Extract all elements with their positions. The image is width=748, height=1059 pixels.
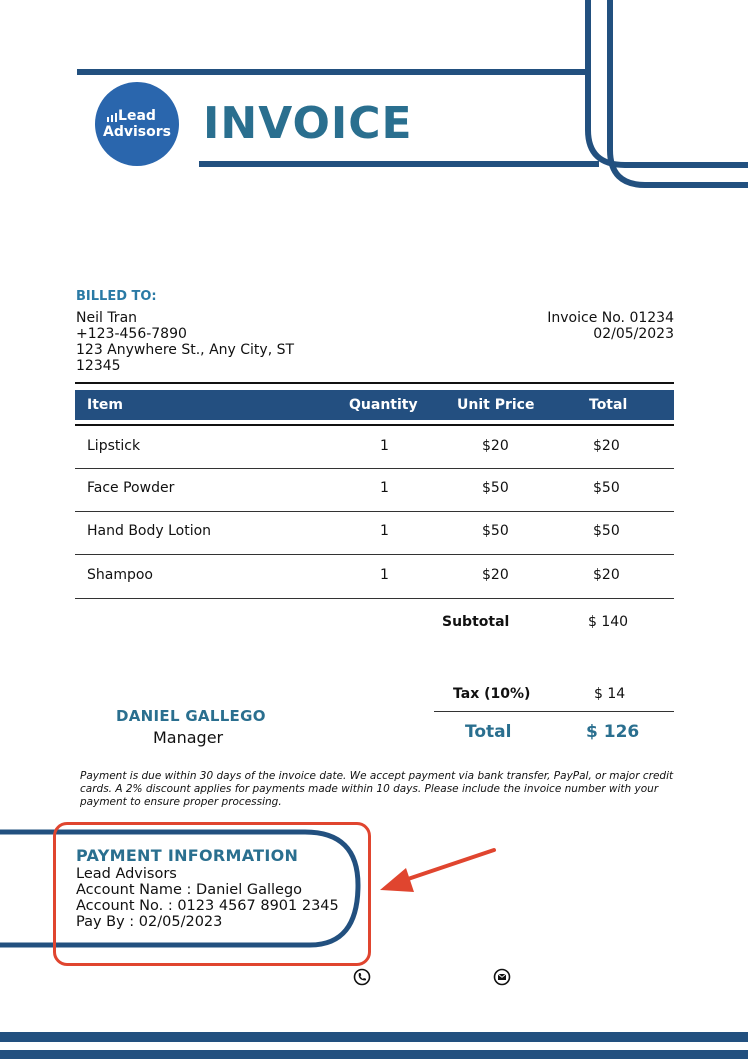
cell-unit-price: $20 <box>482 567 509 583</box>
table-header <box>75 390 674 420</box>
payment-heading: PAYMENT INFORMATION <box>76 846 299 865</box>
footer-stripe <box>0 1050 748 1059</box>
tax-label: Tax (10%) <box>453 686 531 702</box>
table-row <box>75 512 674 555</box>
company-logo <box>95 82 179 166</box>
cell-unit-price: $50 <box>482 523 509 539</box>
payment-account-number: Account No. : 0123 4567 8901 2345 <box>76 898 339 914</box>
billed-phone: +123-456-7890 <box>76 326 187 342</box>
cell-qty: 1 <box>380 480 389 496</box>
annotation-arrow-icon <box>370 840 500 900</box>
payment-bank: Lead Advisors <box>76 866 177 882</box>
total-value: $ 126 <box>586 722 640 742</box>
phone-icon <box>353 968 371 986</box>
signatory-name: DANIEL GALLEGO <box>116 707 266 725</box>
page-title: INVOICE <box>203 98 413 149</box>
payment-account-name: Account Name : Daniel Gallego <box>76 882 303 898</box>
cell-item: Shampoo <box>87 567 153 583</box>
header-frame-curves <box>570 0 748 195</box>
tax-value: $ 14 <box>594 686 626 702</box>
billed-to-block <box>76 310 376 374</box>
invoice-number: Invoice No. 01234 <box>547 310 674 326</box>
signatory-role: Manager <box>153 728 224 747</box>
total-rule <box>434 711 674 712</box>
billed-address-line1: 123 Anywhere St., Any City, ST <box>76 342 295 358</box>
logo-text-line2: Advisors <box>103 124 171 140</box>
payment-terms-note: Payment is due within 30 days of the invoice date. We accept payment via bank transfer, PayPal, or major credit cards. A 2% discount applies for payments made within 10 days. Please include the invoice number with your payment to ensure proper processing. <box>80 770 674 808</box>
cell-item: Hand Body Lotion <box>87 523 212 539</box>
table-row <box>75 556 674 599</box>
header-rule-top <box>77 69 585 75</box>
table-row <box>75 426 674 469</box>
cell-total: $50 <box>593 480 620 496</box>
col-header-item: Item <box>87 397 123 413</box>
payment-details <box>76 866 339 930</box>
billed-to-heading: BILLED TO: <box>76 289 157 304</box>
col-header-quantity: Quantity <box>349 397 418 413</box>
cell-unit-price: $50 <box>482 480 509 496</box>
cell-total: $20 <box>593 438 620 454</box>
table-top-rule <box>75 382 674 384</box>
billed-name: Neil Tran <box>76 310 138 326</box>
cell-unit-price: $20 <box>482 438 509 454</box>
cell-total: $50 <box>593 523 620 539</box>
email-icon <box>493 968 511 986</box>
payment-pay-by: Pay By : 02/05/2023 <box>76 914 223 930</box>
invoice-date: 02/05/2023 <box>593 326 674 342</box>
table-row <box>75 469 674 512</box>
cell-qty: 1 <box>380 567 389 583</box>
cell-qty: 1 <box>380 523 389 539</box>
cell-item: Face Powder <box>87 480 175 496</box>
col-header-unit-price: Unit Price <box>457 397 535 413</box>
col-header-total: Total <box>589 397 628 413</box>
billed-address-line2: 12345 <box>76 358 121 374</box>
header-rule-bottom <box>199 161 599 167</box>
footer-stripe <box>0 1032 748 1042</box>
cell-item: Lipstick <box>87 438 141 454</box>
cell-total: $20 <box>593 567 620 583</box>
logo-text-line1: Lead <box>118 108 156 124</box>
invoice-meta <box>547 310 674 342</box>
subtotal-value: $ 140 <box>588 614 629 630</box>
total-label: Total <box>465 722 512 742</box>
subtotal-label: Subtotal <box>442 614 510 630</box>
cell-qty: 1 <box>380 438 389 454</box>
